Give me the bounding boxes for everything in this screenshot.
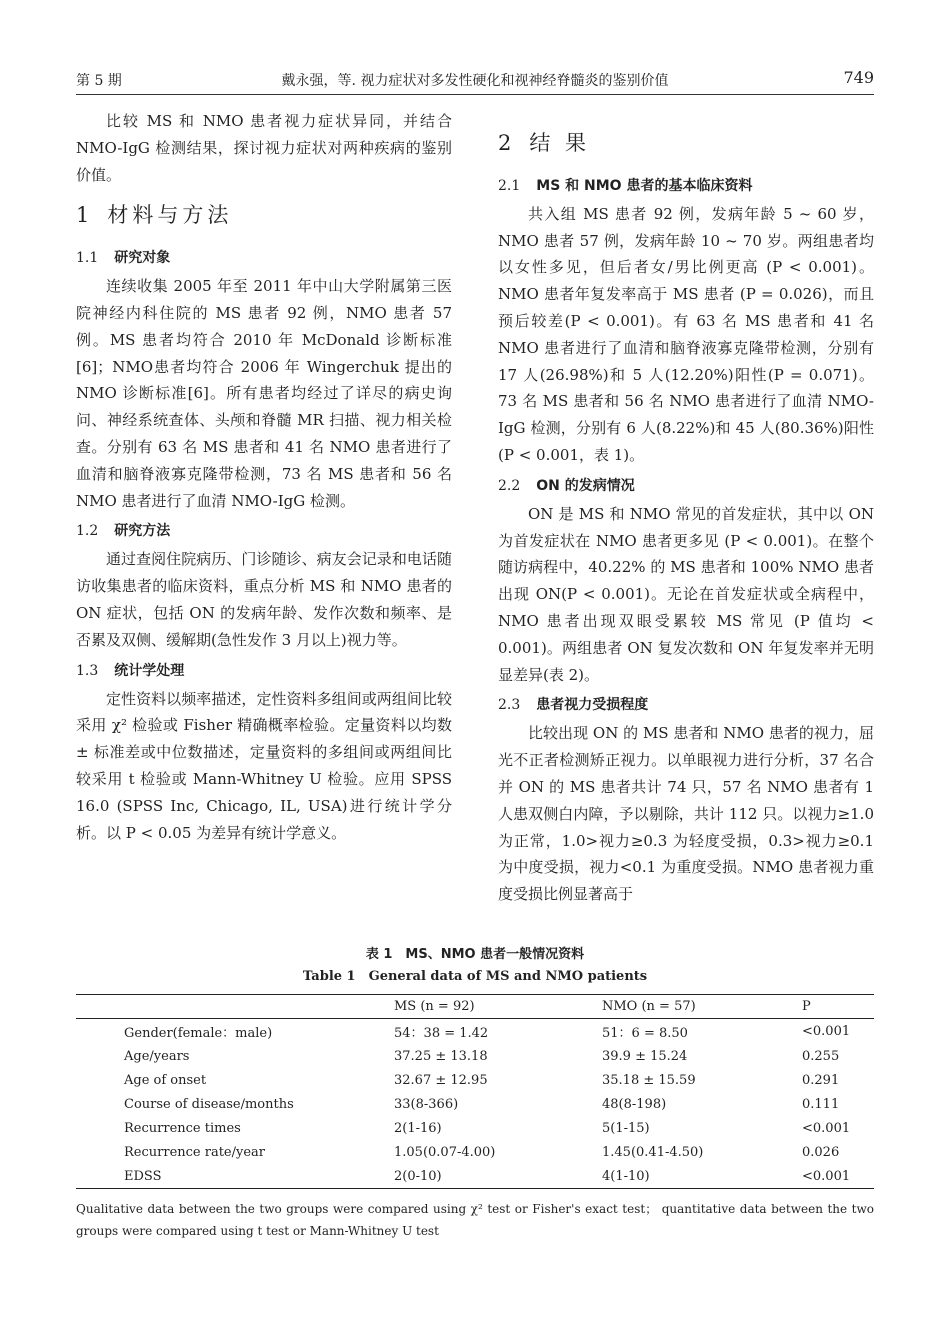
table-1 xyxy=(76,994,874,1189)
table-cell: Gender(female：male) xyxy=(124,1026,273,1041)
table-cell: 51：6 = 8.50 xyxy=(602,1026,688,1041)
table-cell: <0.001 xyxy=(802,1120,851,1136)
subsection-2-3-heading: 2.3 患者视力受损程度 xyxy=(498,697,649,714)
subsection-1-2-heading: 1.2 研究方法 xyxy=(76,523,171,540)
section-2-heading: 2 结 果 xyxy=(498,131,591,155)
table-cell: 0.026 xyxy=(802,1144,840,1160)
table-cell: 0.111 xyxy=(802,1096,840,1112)
table-cell: Recurrence rate/year xyxy=(124,1144,266,1160)
table-cell: 1.05(0.07-4.00) xyxy=(394,1144,496,1160)
table-row xyxy=(76,1068,874,1092)
table-cell: Course of disease/months xyxy=(124,1096,294,1112)
left-column xyxy=(76,108,452,846)
table-cell: 54：38 = 1.42 xyxy=(394,1026,489,1041)
table-cell: Age/years xyxy=(124,1048,190,1064)
subsection-1-3-heading: 1.3 统计学处理 xyxy=(76,662,185,679)
table-row xyxy=(76,1019,874,1045)
running-title: 戴永强，等. 视力症状对多发性硬化和视神经脊髓炎的鉴别价值 xyxy=(281,73,669,89)
table-cell: <0.001 xyxy=(802,1164,874,1189)
table-row xyxy=(76,1116,874,1140)
table-cell: <0.001 xyxy=(802,1024,851,1039)
table-header-cell: NMO (n = 57) xyxy=(602,995,802,1019)
table-header-cell: P xyxy=(802,995,874,1019)
table-cell: 48(8-198) xyxy=(602,1096,667,1112)
table-caption xyxy=(76,944,874,988)
subsection-1-2-text: 通过查阅住院病历、门诊随诊、病友会记录和电话随访收集患者的临床资料，重点分析 MS 和 NMO 患者的 ON 症状，包括 ON 的发病年龄、发作次数和频率、是否累及双侧、缓解期(急性发作 3 月以上)视力等。 xyxy=(76,550,452,649)
subsection-1-1-heading: 1.1 研究对象 xyxy=(76,250,171,267)
subsection-2-2-text: ON 是 MS 和 NMO 常见的首发症状，其中以 ON 为首发症状在 NMO 患者更多见 (P < 0.001)。在整个随访病程中，40.22% 的 MS 患者和 100% NMO 患者出现 ON(P < 0.001)。无论在首发症状或全病程中，NMO 患者出现双眼受累较 MS 常见 (P 值均 < 0.001)。两组患者 ON 复发次数和 ON 年复发率并无明显差异(表 2)。 xyxy=(498,504,874,684)
page-header xyxy=(76,66,874,95)
table-cell: 1.45(0.41-4.50) xyxy=(602,1144,704,1160)
subsection-2-2-heading: 2.2 ON 的发病情况 xyxy=(498,477,635,494)
table-cell: Age of onset xyxy=(124,1072,207,1088)
page-number: 749 xyxy=(843,68,874,87)
table-cell: 33(8-366) xyxy=(394,1096,459,1112)
table-header-cell xyxy=(76,995,394,1019)
subsection-1-3-text: 定性资料以频率描述，定性资料多组间或两组间比较采用 χ² 检验或 Fisher 精确概率检验。定量资料以均数 ± 标准差或中位数描述，定量资料的多组间或两组间比较采用 t 检验或 Mann-Whitney U 检验。应用 SPSS 16.0 (SPSS Inc, Chicago, IL, USA)进行统计学分析。以 P < 0.05 为差异有统计学意义。 xyxy=(76,689,452,842)
issue-label: 第 5 期 xyxy=(76,73,122,89)
table-cell: 0.291 xyxy=(802,1072,840,1088)
table-cell: 2(1-16) xyxy=(394,1120,442,1136)
table-cell: 4(1-10) xyxy=(602,1164,802,1189)
table-header-row xyxy=(76,995,874,1019)
table-cell: 0.255 xyxy=(802,1048,840,1064)
table-row xyxy=(76,1164,874,1189)
table-cell: Recurrence times xyxy=(124,1120,241,1136)
table-row xyxy=(76,1092,874,1116)
table-cell: 2(0-10) xyxy=(394,1164,602,1189)
table-row xyxy=(76,1044,874,1068)
table-cell: 5(1-15) xyxy=(602,1120,650,1136)
subsection-2-1-heading: 2.1 MS 和 NMO 患者的基本临床资料 xyxy=(498,177,753,194)
section-1-heading: 1 材料与方法 xyxy=(76,203,233,228)
table-header-cell: MS (n = 92) xyxy=(394,995,602,1019)
table-cell: EDSS xyxy=(76,1164,394,1189)
table-cell: 37.25 ± 13.18 xyxy=(394,1048,488,1064)
table-cell: 32.67 ± 12.95 xyxy=(394,1072,488,1088)
subsection-2-3-text: 比较出现 ON 的 MS 患者和 NMO 患者的视力，屈光不正者检测矫正视力。以单眼视力进行分析，37 名合并 ON 的 MS 患者共计 74 只，57 名 NMO 患者有 1 人患双侧白内障，予以剔除，共计 112 只。以视力≥1.0 为正常，1.0>视力≥0.3 为轻度受损，0.3>视力≥0.1 为中度受损，视力<0.1 为重度受损。NMO 患者视力重度受损比例显著高于 xyxy=(498,724,874,904)
subsection-1-1-text: 连续收集 2005 年至 2011 年中山大学附属第三医院神经内科住院的 MS 患者 92 例，NMO 患者 57 例。MS 患者均符合 2010 年 McDonald 诊断标准[6]；NMO患者均符合 2006 年 Wingerchuk 提出的 NMO 诊断标准[6]。所有患者均经过了详尽的病史询问、神经系统查体、头颅和脊髓 MR 扫描、视力相关检查。分别有 63 名 MS 患者和 41 名 NMO 患者进行了血清和脑脊液寡克隆带检测，73 名 MS 患者和 56 名 NMO 患者进行了血清 NMO-IgG 检测。 xyxy=(76,277,452,510)
table-caption-en: Table 1 General data of MS and NMO patients xyxy=(302,969,648,984)
right-column xyxy=(498,108,874,908)
table-cell: 39.9 ± 15.24 xyxy=(602,1048,688,1064)
table-caption-cn: 表 1 MS、NMO 患者一般情况资料 xyxy=(365,947,585,962)
subsection-2-1-text: 共入组 MS 患者 92 例，发病年龄 5 ~ 60 岁，NMO 患者 57 例，发病年龄 10 ~ 70 岁。两组患者均以女性多见，但后者女/男比例更高 (P < 0.001)。NMO 患者年复发率高于 MS 患者 (P = 0.026)，而且预后较差(P < 0.001)。有 63 名 MS 患者和 41 名 NMO 患者进行了血清和脑脊液寡克隆带检测，分别有 17 人(26.98%)和 5 人(12.20%)阳性(P = 0.071)。73 名 MS 患者和 56 名 NMO 患者进行了血清 NMO-IgG 检测，分别有 6 人(8.22%)和 45 人(80.36%)阳性(P < 0.001，表 1)。 xyxy=(498,204,874,464)
table-footnote: Qualitative data between the two groups were compared using χ² test or Fisher's exact test； quantitative data between the two groups were compared using t test or Mann-Whitney U test xyxy=(76,1202,874,1238)
table-row xyxy=(76,1140,874,1164)
table-cell: 35.18 ± 15.59 xyxy=(602,1072,696,1088)
intro-paragraph: 比较 MS 和 NMO 患者视力症状异同，并结合 NMO-IgG 检测结果，探讨视力症状对两种疾病的鉴别价值。 xyxy=(76,112,452,184)
